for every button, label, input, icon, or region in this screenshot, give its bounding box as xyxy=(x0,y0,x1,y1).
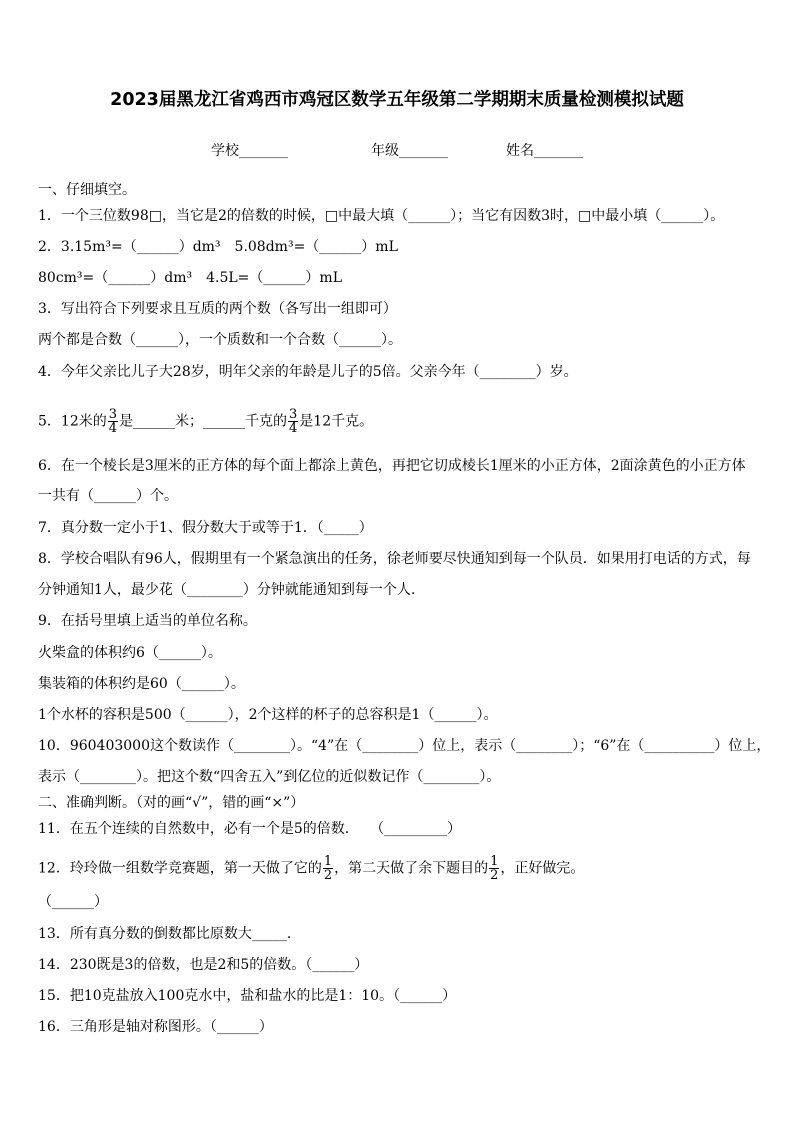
question-3-line-1: 3．写出符合下列要求且互质的两个数（各写出一组即可） xyxy=(38,301,397,317)
grade-field: 年级_______ xyxy=(371,143,448,159)
section-2-heading: 二、准确判断。（对的画“√”，错的画“×”） xyxy=(38,795,305,811)
question-9-b: 集装箱的体积约是60（______）。 xyxy=(38,676,245,692)
name-field: 姓名_______ xyxy=(506,143,583,159)
question-7: 7．真分数一定小于1、假分数大于或等于1．（_____） xyxy=(38,520,373,536)
fraction-numerator: 3 xyxy=(289,407,298,422)
fraction-numerator: 1 xyxy=(323,854,333,869)
question-10-line-2: 表示（________）。把这个数“四舍五入”到亿位的近似数记作（________）。 xyxy=(38,769,501,785)
question-14: 14．230既是3的倍数，也是2和5的倍数。（______） xyxy=(38,957,369,973)
question-2-line-2: 80cm³=（______）dm³ 4.5L=（______）mL xyxy=(38,270,342,286)
question-9-c: 1个水杯的容积是500（______），2个这样的杯子的总容积是1（______）。 xyxy=(38,707,498,723)
fraction-denominator: 2 xyxy=(490,868,499,883)
question-12 xyxy=(38,855,584,882)
question-15: 15．把10克盐放入100克水中，盐和盐水的比是1：10。（______） xyxy=(38,988,457,1004)
fraction-three-quarters xyxy=(288,408,298,435)
question-13: 13．所有真分数的倒数都比原数大_____. xyxy=(38,926,292,942)
question-9-a: 火柴盒的体积约6（______）。 xyxy=(38,645,222,661)
question-16: 16．三角形是轴对称图形。（______） xyxy=(38,1019,273,1035)
question-1: 1．一个三位数98□，当它是2的倍数的时候，□中最大填（______）；当它有因数3时，□中最小填（______）。 xyxy=(38,208,725,224)
page-title: 2023届黑龙江省鸡西市鸡冠区数学五年级第二学期期末质量检测模拟试题 xyxy=(110,90,684,110)
fraction-denominator: 2 xyxy=(323,868,333,883)
question-12-part-1: 12．玲玲做一组数学竞赛题，第一天做了它的 xyxy=(38,860,322,877)
question-5-part-1: 5．12米的 xyxy=(38,413,107,430)
question-6-line-1: 6．在一个棱长是3厘米的正方体的每个面上都涂上黄色，再把它切成棱长1厘米的小正方体，2面涂黄色的小正方体 xyxy=(38,458,746,474)
question-12-part-2: ，第二天做了余下题目的 xyxy=(334,860,489,877)
fraction-numerator: 1 xyxy=(490,854,499,869)
question-8-line-2: 分钟通知1人，最少花（________）分钟就能通知到每一个人. xyxy=(38,582,416,598)
question-12-answer: （______） xyxy=(38,894,108,910)
question-5 xyxy=(38,408,373,435)
question-2-line-1: 2．3.15m³=（______）dm³ 5.08dm³=（______）mL xyxy=(38,239,398,255)
school-field: 学校_______ xyxy=(211,143,288,159)
fraction-one-half xyxy=(489,855,499,882)
question-10-line-1: 10．960403000这个数读作（________）。“4”在（________）位上，表示（________）；“6”在（__________）位上， xyxy=(38,738,771,754)
question-9: 9．在括号里填上适当的单位名称。 xyxy=(38,613,257,629)
fraction-three-quarters xyxy=(108,408,118,435)
question-5-part-2: 是______米；______千克的 xyxy=(119,413,288,430)
fraction-denominator: 4 xyxy=(289,421,298,436)
fraction-numerator: 3 xyxy=(108,407,118,422)
question-11: 11．在五个连续的自然数中，必有一个是5的倍数. （_________） xyxy=(38,821,462,837)
fraction-denominator: 4 xyxy=(108,421,118,436)
question-6-line-2: 一共有（______）个。 xyxy=(38,488,178,504)
question-8-line-1: 8．学校合唱队有96人，假期里有一个紧急演出的任务，徐老师要尽快通知到每一个队员．如果用打电话的方式，每 xyxy=(38,551,751,567)
question-12-part-3: ，正好做完。 xyxy=(500,860,585,877)
question-3-line-2: 两个都是合数（______），一个质数和一个合数（______）。 xyxy=(38,332,402,348)
question-5-part-3: 是12千克。 xyxy=(299,413,374,430)
section-1-heading: 一、仔细填空。 xyxy=(38,182,136,198)
fraction-one-half xyxy=(323,855,333,882)
question-4: 4．今年父亲比儿子大28岁，明年父亲的年龄是儿子的5倍。父亲今年（________）岁。 xyxy=(38,364,578,380)
